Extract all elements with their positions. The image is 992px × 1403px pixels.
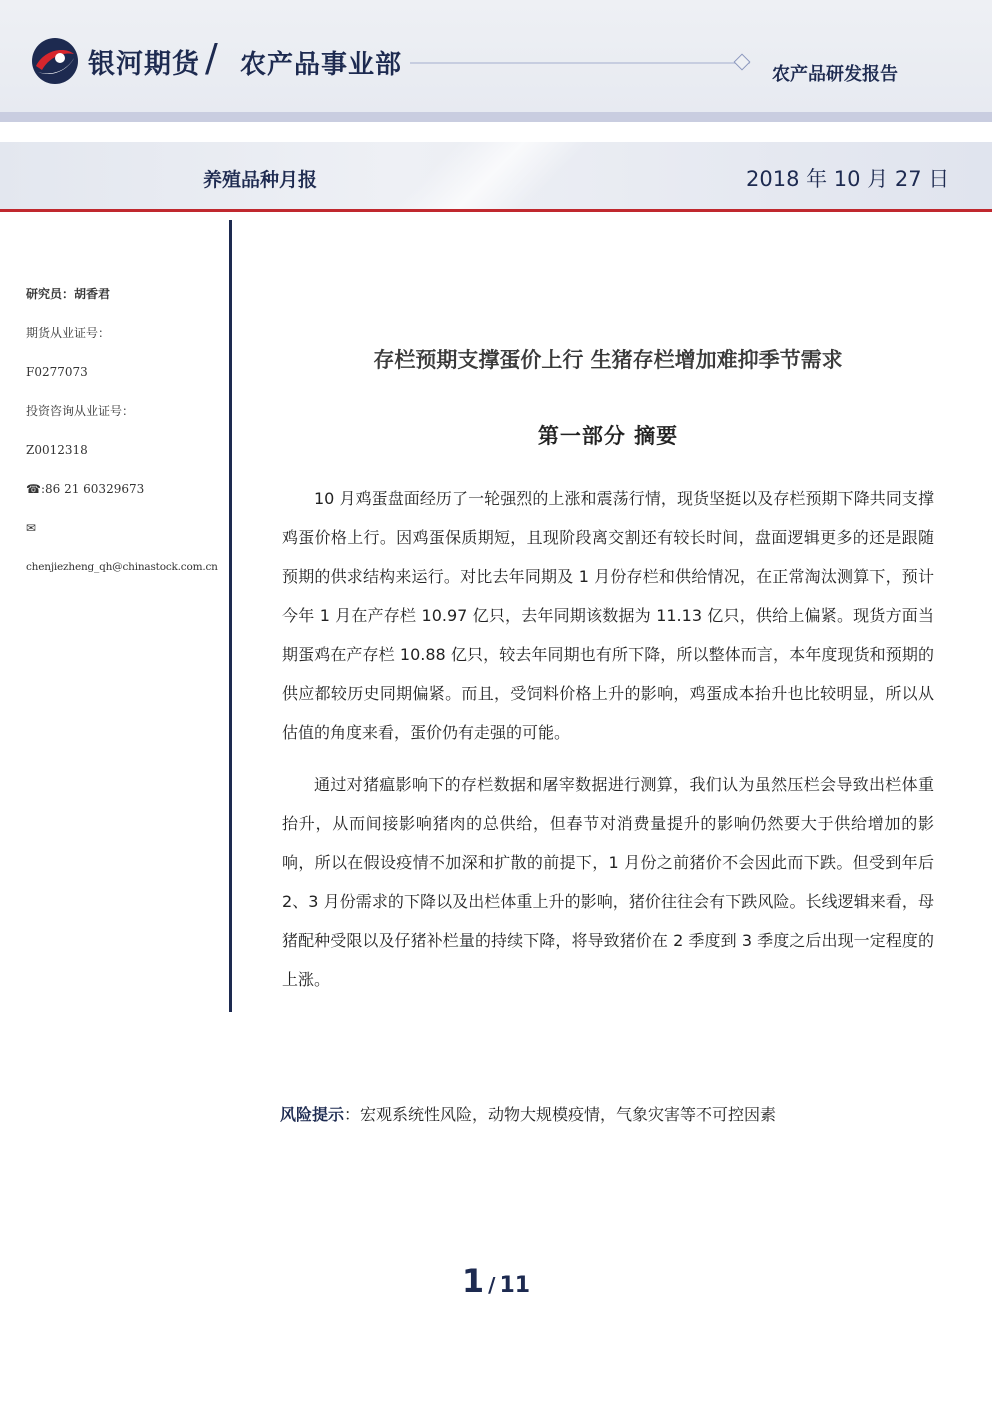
decorative-line (410, 62, 750, 64)
brand-divider: / (205, 36, 218, 80)
report-title: 存栏预期支撑蛋价上行 生猪存栏增加难抑季节需求 (373, 348, 843, 372)
page-separator: / (488, 1273, 496, 1297)
report-date: 2018 年 10 月 27 日 (746, 167, 950, 191)
brand-name: 银河期货 (88, 49, 200, 80)
risk-notice (280, 1098, 776, 1132)
futures-cert-number: F0277073 (26, 365, 88, 379)
header-gap (0, 122, 992, 142)
summary-paragraph-2: 通过对猪瘟影响下的存栏数据和屠宰数据进行测算，我们认为虽然压栏会导致出栏体重抬升，从而间接影响猪肉的总供给，但春节对消费量提升的影响仍然要大于供给增加的影响，所以在假设疫情不加深和扩散的前提下，1 月份之前猪价不会因此而下跌。但受到年后 2、3 月份需求的下降以及出栏体重上升的影响，猪价往往会有下跌风险。长线逻辑来看，母猪配种受限以及仔猪补栏量的持续下降，将导致猪价在 2 季度到 3 季度之后出现一定程度的上涨。 (282, 775, 934, 989)
author-sidebar (26, 284, 226, 596)
risk-text: ：宏观系统性风险，动物大规模疫情，气象灾害等不可控因素 (344, 1105, 777, 1124)
risk-label: 风险提示 (280, 1105, 345, 1124)
page-indicator (0, 1262, 992, 1300)
mail-row (26, 518, 226, 557)
report-type: 农产品研发报告 (772, 64, 898, 85)
division-name: 农产品事业部 (240, 50, 403, 80)
report-subtitle: 养殖品种月报 (203, 169, 318, 191)
galaxy-logo-icon (30, 36, 80, 86)
email-address[interactable]: chenjiezheng_qh@chinastock.com.cn (26, 561, 218, 573)
invest-cert-number: Z0012318 (26, 443, 88, 457)
section-heading: 第一部分 摘要 (537, 424, 679, 448)
main-content (282, 330, 934, 999)
phone-number: :86 21 60329673 (40, 482, 145, 496)
current-page: 1 (461, 1262, 485, 1300)
envelope-icon: ✉ (26, 521, 37, 535)
sidebar-divider (229, 220, 232, 1012)
summary-paragraph-1: 10 月鸡蛋盘面经历了一轮强烈的上涨和震荡行情，现货坚挺以及存栏预期下降共同支撑鸡蛋价格上行。因鸡蛋保质期短，且现阶段离交割还有较长时间，盘面逻辑更多的还是跟随预期的供求结构来运行。对比去年同期及 1 月份存栏和供给情况，在正常淘汰测算下，预计今年 1 月在产存栏 10.97 亿只，去年同期该数据为 11.13 亿只，供给上偏紧。现货方面当期蛋鸡在产存栏 10.88 亿只，较去年同期也有所下降，所以整体而言，本年度现货和预期的供应都较历史同期偏紧。而且，受饲料价格上升的影响，鸡蛋成本抬升也比较明显，所以从估值的角度来看，蛋价仍有走强的可能。 (282, 489, 934, 742)
phone-row (26, 479, 226, 518)
total-pages: 11 (499, 1273, 531, 1298)
subtitle-decoration (360, 142, 620, 210)
accent-rule (0, 209, 992, 212)
futures-cert-label: 期货从业证号： (26, 326, 111, 340)
header-stripe (0, 112, 992, 122)
researcher-name: 研究员：胡香君 (26, 287, 111, 301)
invest-cert-label: 投资咨询从业证号： (26, 404, 135, 418)
phone-icon: ☎ (26, 482, 41, 496)
